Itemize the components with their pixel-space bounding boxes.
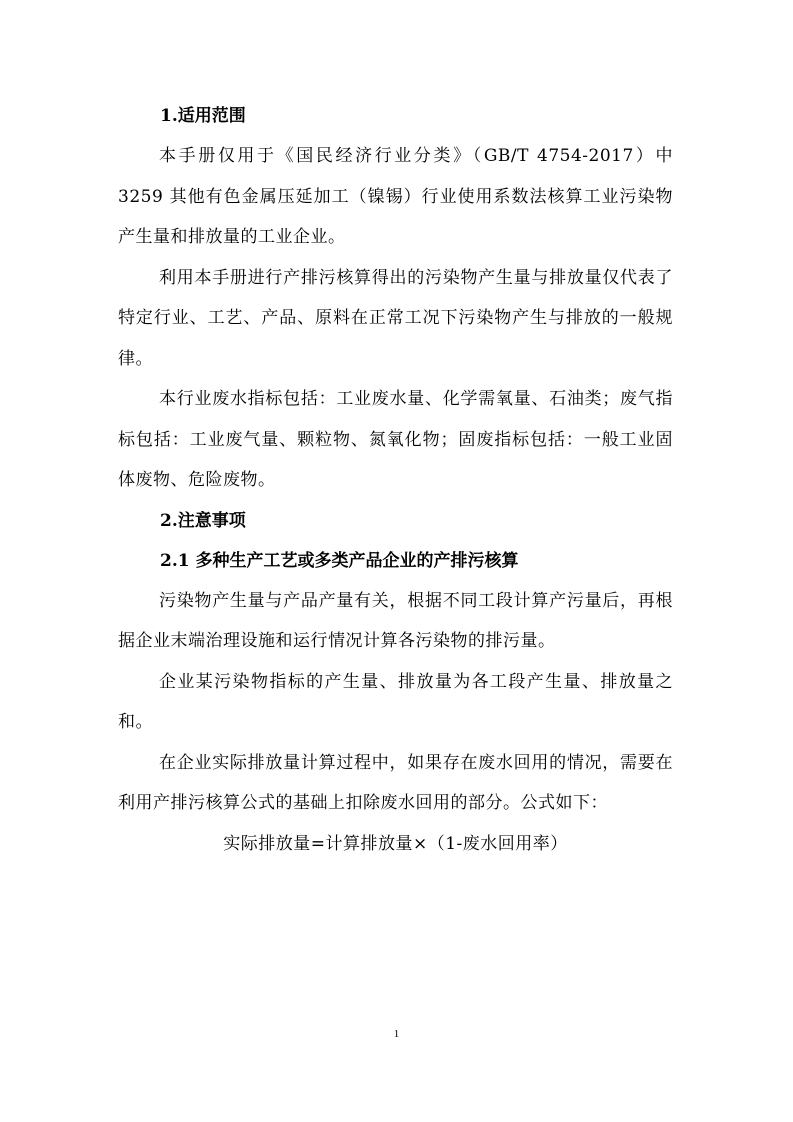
paragraph-multi-process-calc: 污染物产生量与产品产量有关，根据不同工段计算产污量后，再根据企业末端治理设施和运行情况计算各污染物的排污量。: [118, 590, 673, 651]
subsection-heading-multi-process: 2.1 多种生产工艺或多类产品企业的产排污核算: [160, 550, 519, 571]
page-content: [118, 96, 673, 864]
paragraph-multi-process-sum: 企业某污染物指标的产生量、排放量为各工段产生量、排放量之和。: [118, 671, 673, 732]
paragraph-scope-general-rule: 利用本手册进行产排污核算得出的污染物产生量与排放量仅代表了特定行业、工艺、产品、原料在正常工况下污染物产生与排放的一般规律。: [118, 267, 673, 369]
paragraph-scope-indicators: 本行业废水指标包括：工业废水量、化学需氧量、石油类；废气指标包括：工业废气量、颗粒物、氮氧化物；固废指标包括：一般工业固体废物、危险废物。: [118, 389, 673, 490]
page-number: 1: [393, 1028, 400, 1040]
paragraph-wastewater-reuse: 在企业实际排放量计算过程中，如果存在废水回用的情况，需要在利用产排污核算公式的基础上扣除废水回用的部分。公式如下：: [118, 752, 673, 813]
paragraph-scope-applicability: 本手册仅用于《国民经济行业分类》（GB/T 4754-2017）中 3259 其他有色金属压延加工（镍锡）行业使用系数法核算工业污染物产生量和排放量的工业企业。: [118, 146, 673, 247]
section-heading-scope: 1.适用范围: [160, 106, 246, 126]
section-heading-notes: 2.注意事项: [160, 510, 246, 531]
formula-actual-emission: 实际排放量=计算排放量×（1-废水回用率）: [223, 833, 568, 854]
